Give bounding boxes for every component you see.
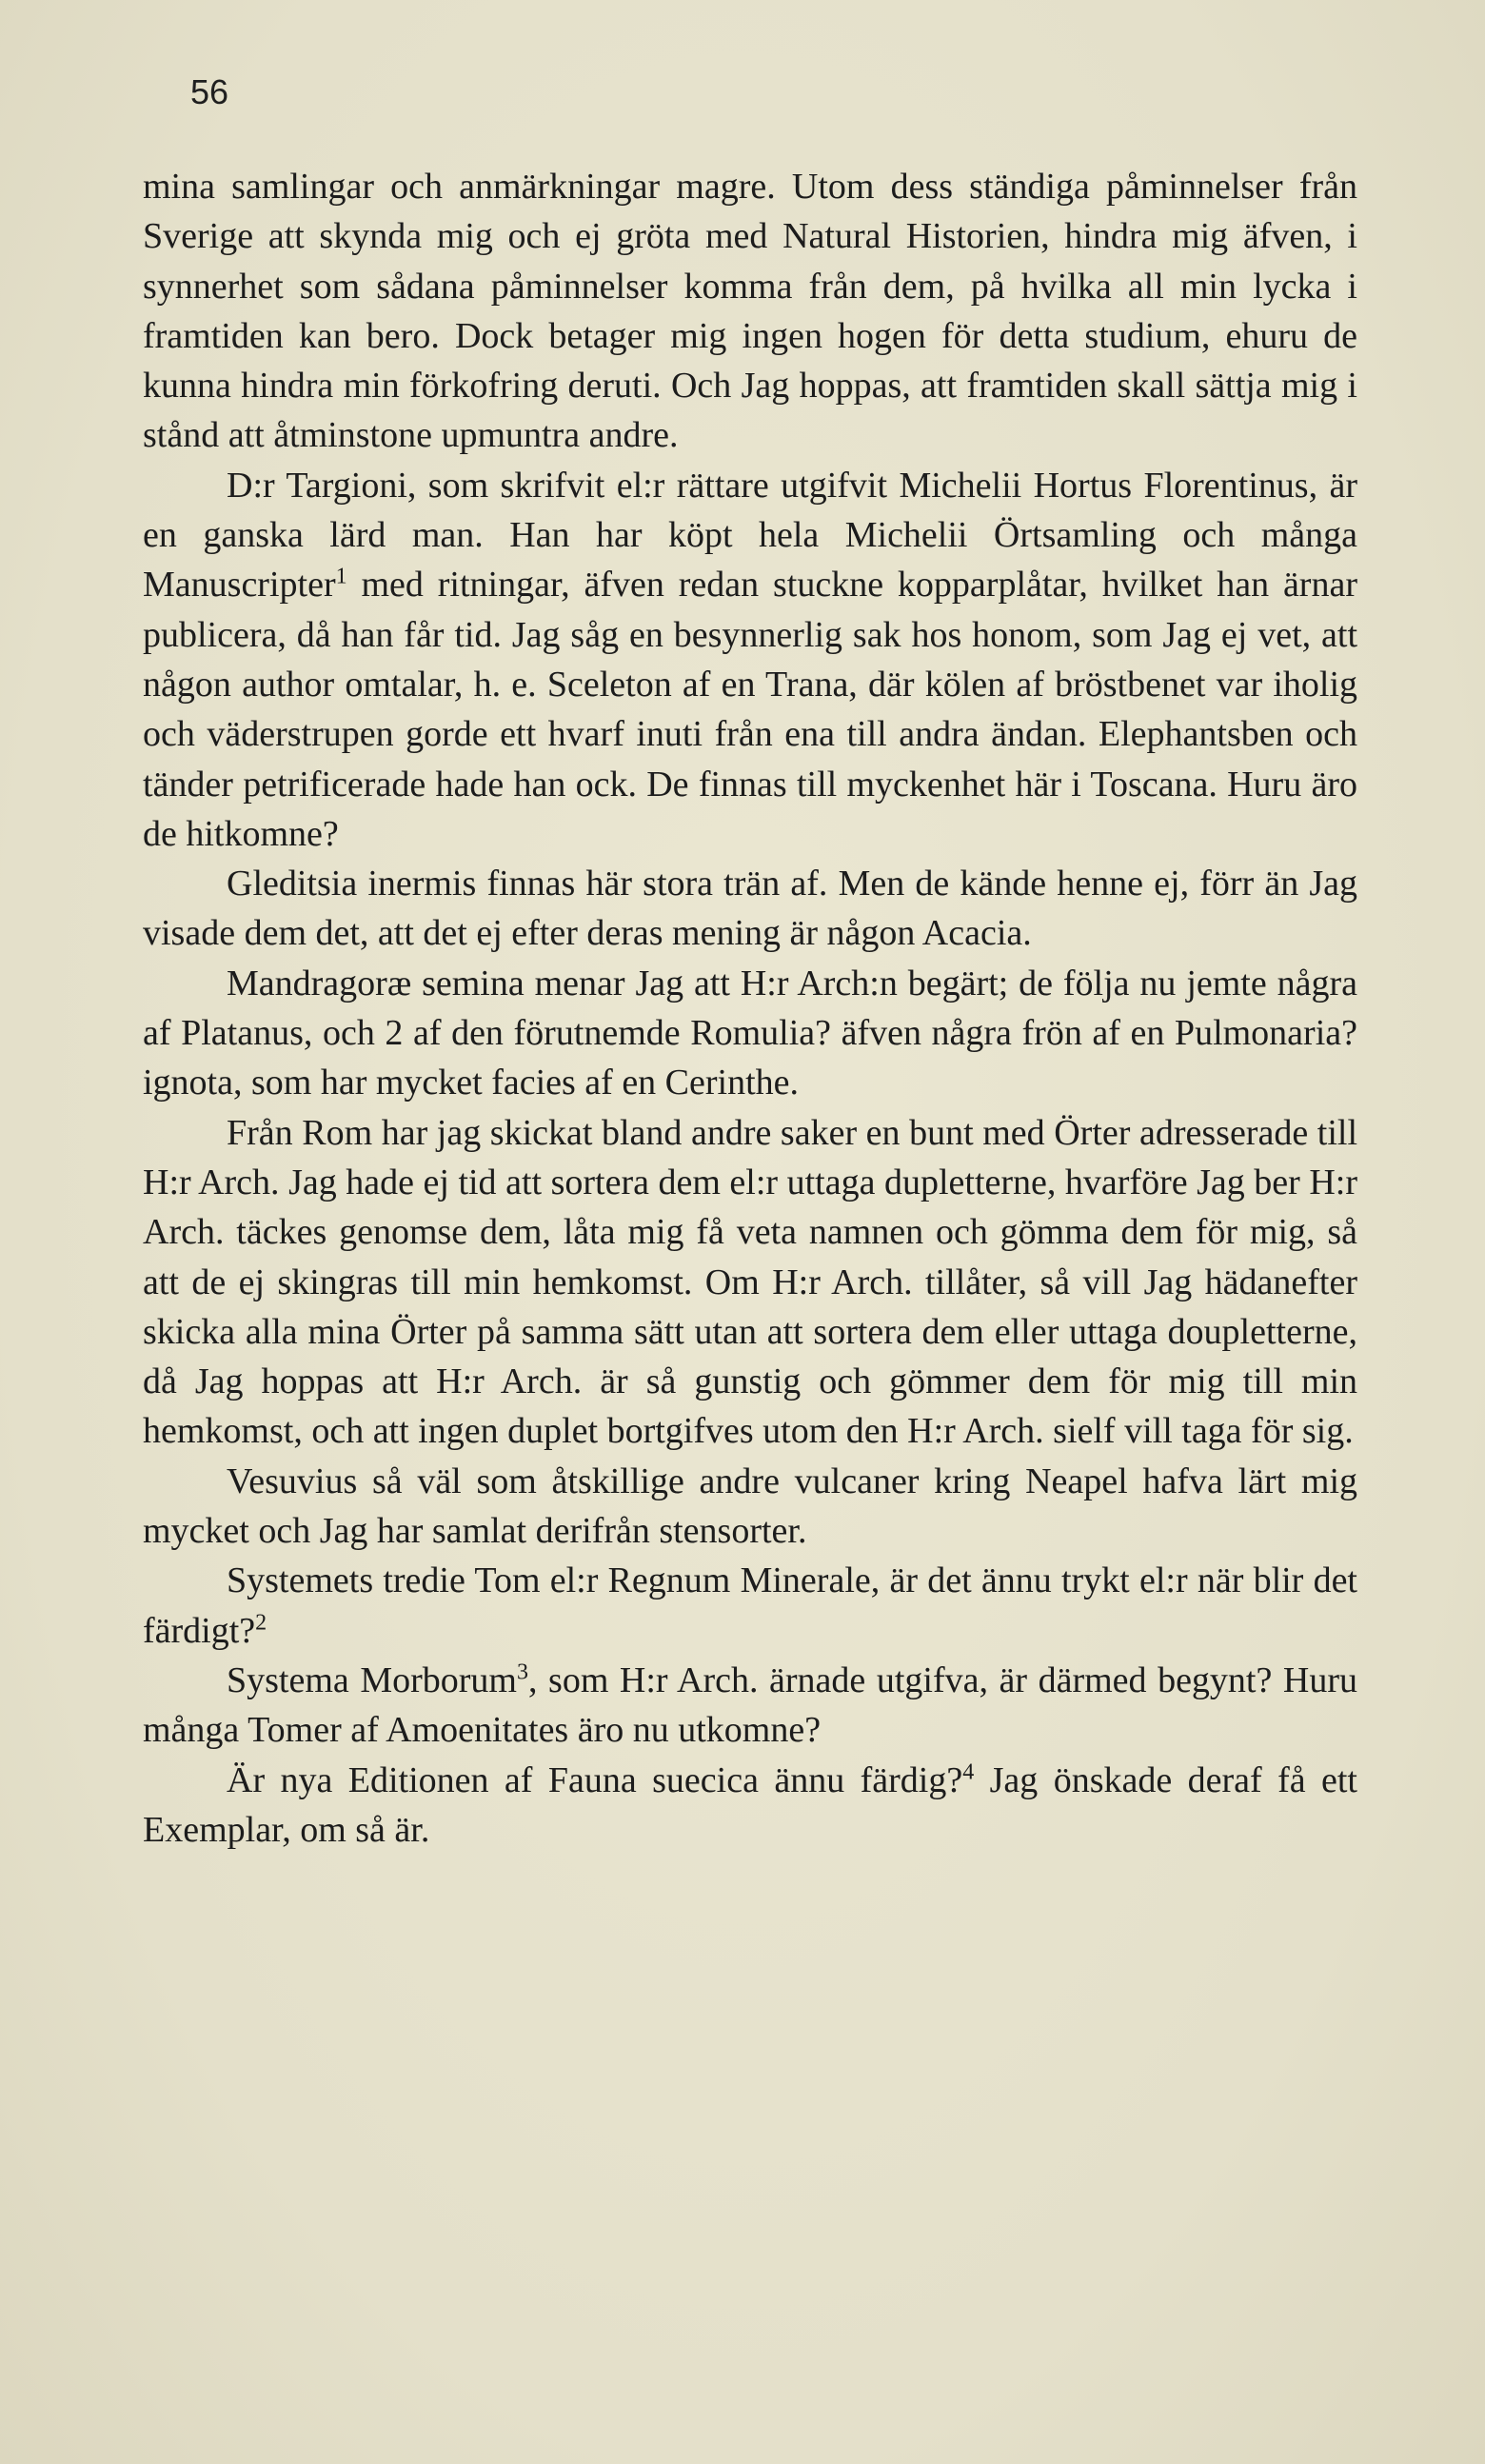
paragraph — [143, 1656, 1357, 1756]
paragraph-text: Är nya Editionen af Fauna suecica ännu färdig? — [227, 1759, 963, 1800]
paragraph-text: Systemets tredie Tom el:r Regnum Minerale, är det ännu trykt el:r när blir det färdigt? — [143, 1560, 1357, 1651]
paragraph — [143, 1756, 1357, 1856]
paragraph-text: mina samlingar och anmärkningar magre. Utom dess ständiga påminnelser från Sverige att skynda mig och ej gröta med Natural Historien, hindra mig äfven, i synnerhet som sådana påminnelser komma från dem, på hvilka all min lycka i framtiden kan bero. Dock betager mig ingen hogen för detta studium, ehuru de kunna hindra min förkofring deruti. Och Jag hoppas, att framtiden skall sättja mig i stånd att åtminstone upmuntra andre. — [143, 167, 1357, 456]
paragraph-text: Systema Morborum — [227, 1659, 517, 1700]
paragraph — [143, 1457, 1357, 1557]
footnote-marker: 2 — [255, 1609, 267, 1635]
page-number: 56 — [190, 72, 229, 111]
footnote-marker: 3 — [516, 1659, 528, 1685]
footnote-marker: 4 — [962, 1759, 975, 1784]
paragraph-text-continued: , som H:r Arch. ärnade utgifva, är därmed begynt? Huru många Tomer af Amoenitates äro nu utkomne? — [143, 1659, 1357, 1751]
paragraph-text: Mandragoræ semina menar Jag att H:r Arch:n begärt; de följa nu jemte några af Platanus, och 2 af den förutnemde Romulia? äfven några frön af en Pulmonaria? ignota, som har mycket facies af en Cerinthe. — [143, 963, 1357, 1103]
paragraph — [143, 859, 1357, 959]
body-text — [143, 162, 1357, 1855]
paragraph — [143, 959, 1357, 1108]
paragraph — [143, 162, 1357, 461]
paragraph — [143, 1108, 1357, 1457]
paragraph-text: Gleditsia inermis finnas här stora trän af. Men de kände henne ej, förr än Jag visade dem det, att det ej efter deras mening är någon Acacia. — [143, 864, 1357, 954]
paragraph — [143, 461, 1357, 859]
paragraph-text-continued: Jag önskade deraf få ett Exemplar, om så är. — [143, 1759, 1357, 1850]
paragraph-text: Från Rom har jag skickat bland andre saker en bunt med Örter adresserade till H:r Arch. Jag hade ej tid att sortera dem el:r uttaga dupletterne, hvarföre Jag ber H:r Arch. täckes genomse dem, låta mig få veta namnen och gömma dem för mig, så att de ej skingras till min hemkomst. Om H:r Arch. tillåter, så vill Jag hädanefter skicka alla mina Örter på samma sätt utan att sortera dem eller uttaga doupletterne, då Jag hoppas att H:r Arch. är så gunstig och gömmer dem för mig till min hemkomst, och att ingen duplet bortgifves utom den H:r Arch. sielf vill taga för sig. — [143, 1112, 1357, 1452]
paragraph — [143, 1556, 1357, 1656]
paragraph-text: D:r Targioni, som skrifvit el:r rättare utgifvit Michelii Hortus Florentinus, är en ganska lärd man. Han har köpt hela Michelii Örtsamling och många Manuscripter — [143, 465, 1357, 606]
paragraph-text-continued: med ritningar, äfven redan stuckne kopparplåtar, hvilket han ärnar publicera, då han får tid. Jag såg en besynnerlig sak hos honom, som Jag ej vet, att någon author omtalar, h. e. Sceleton af en Trana, där kölen af bröstbenet var iholig och väderstrupen gorde ett hvarf inuti från ena till andra ändan. Elephantsben och tänder petrificerade hade han ock. De finnas till myckenhet här i Toscana. Huru äro de hitkomne? — [143, 565, 1357, 854]
paragraph-text: Vesuvius så väl som åtskillige andre vulcaner kring Neapel hafva lärt mig mycket och Jag har samlat derifrån stensorter. — [143, 1461, 1357, 1552]
footnote-marker: 1 — [335, 564, 347, 589]
